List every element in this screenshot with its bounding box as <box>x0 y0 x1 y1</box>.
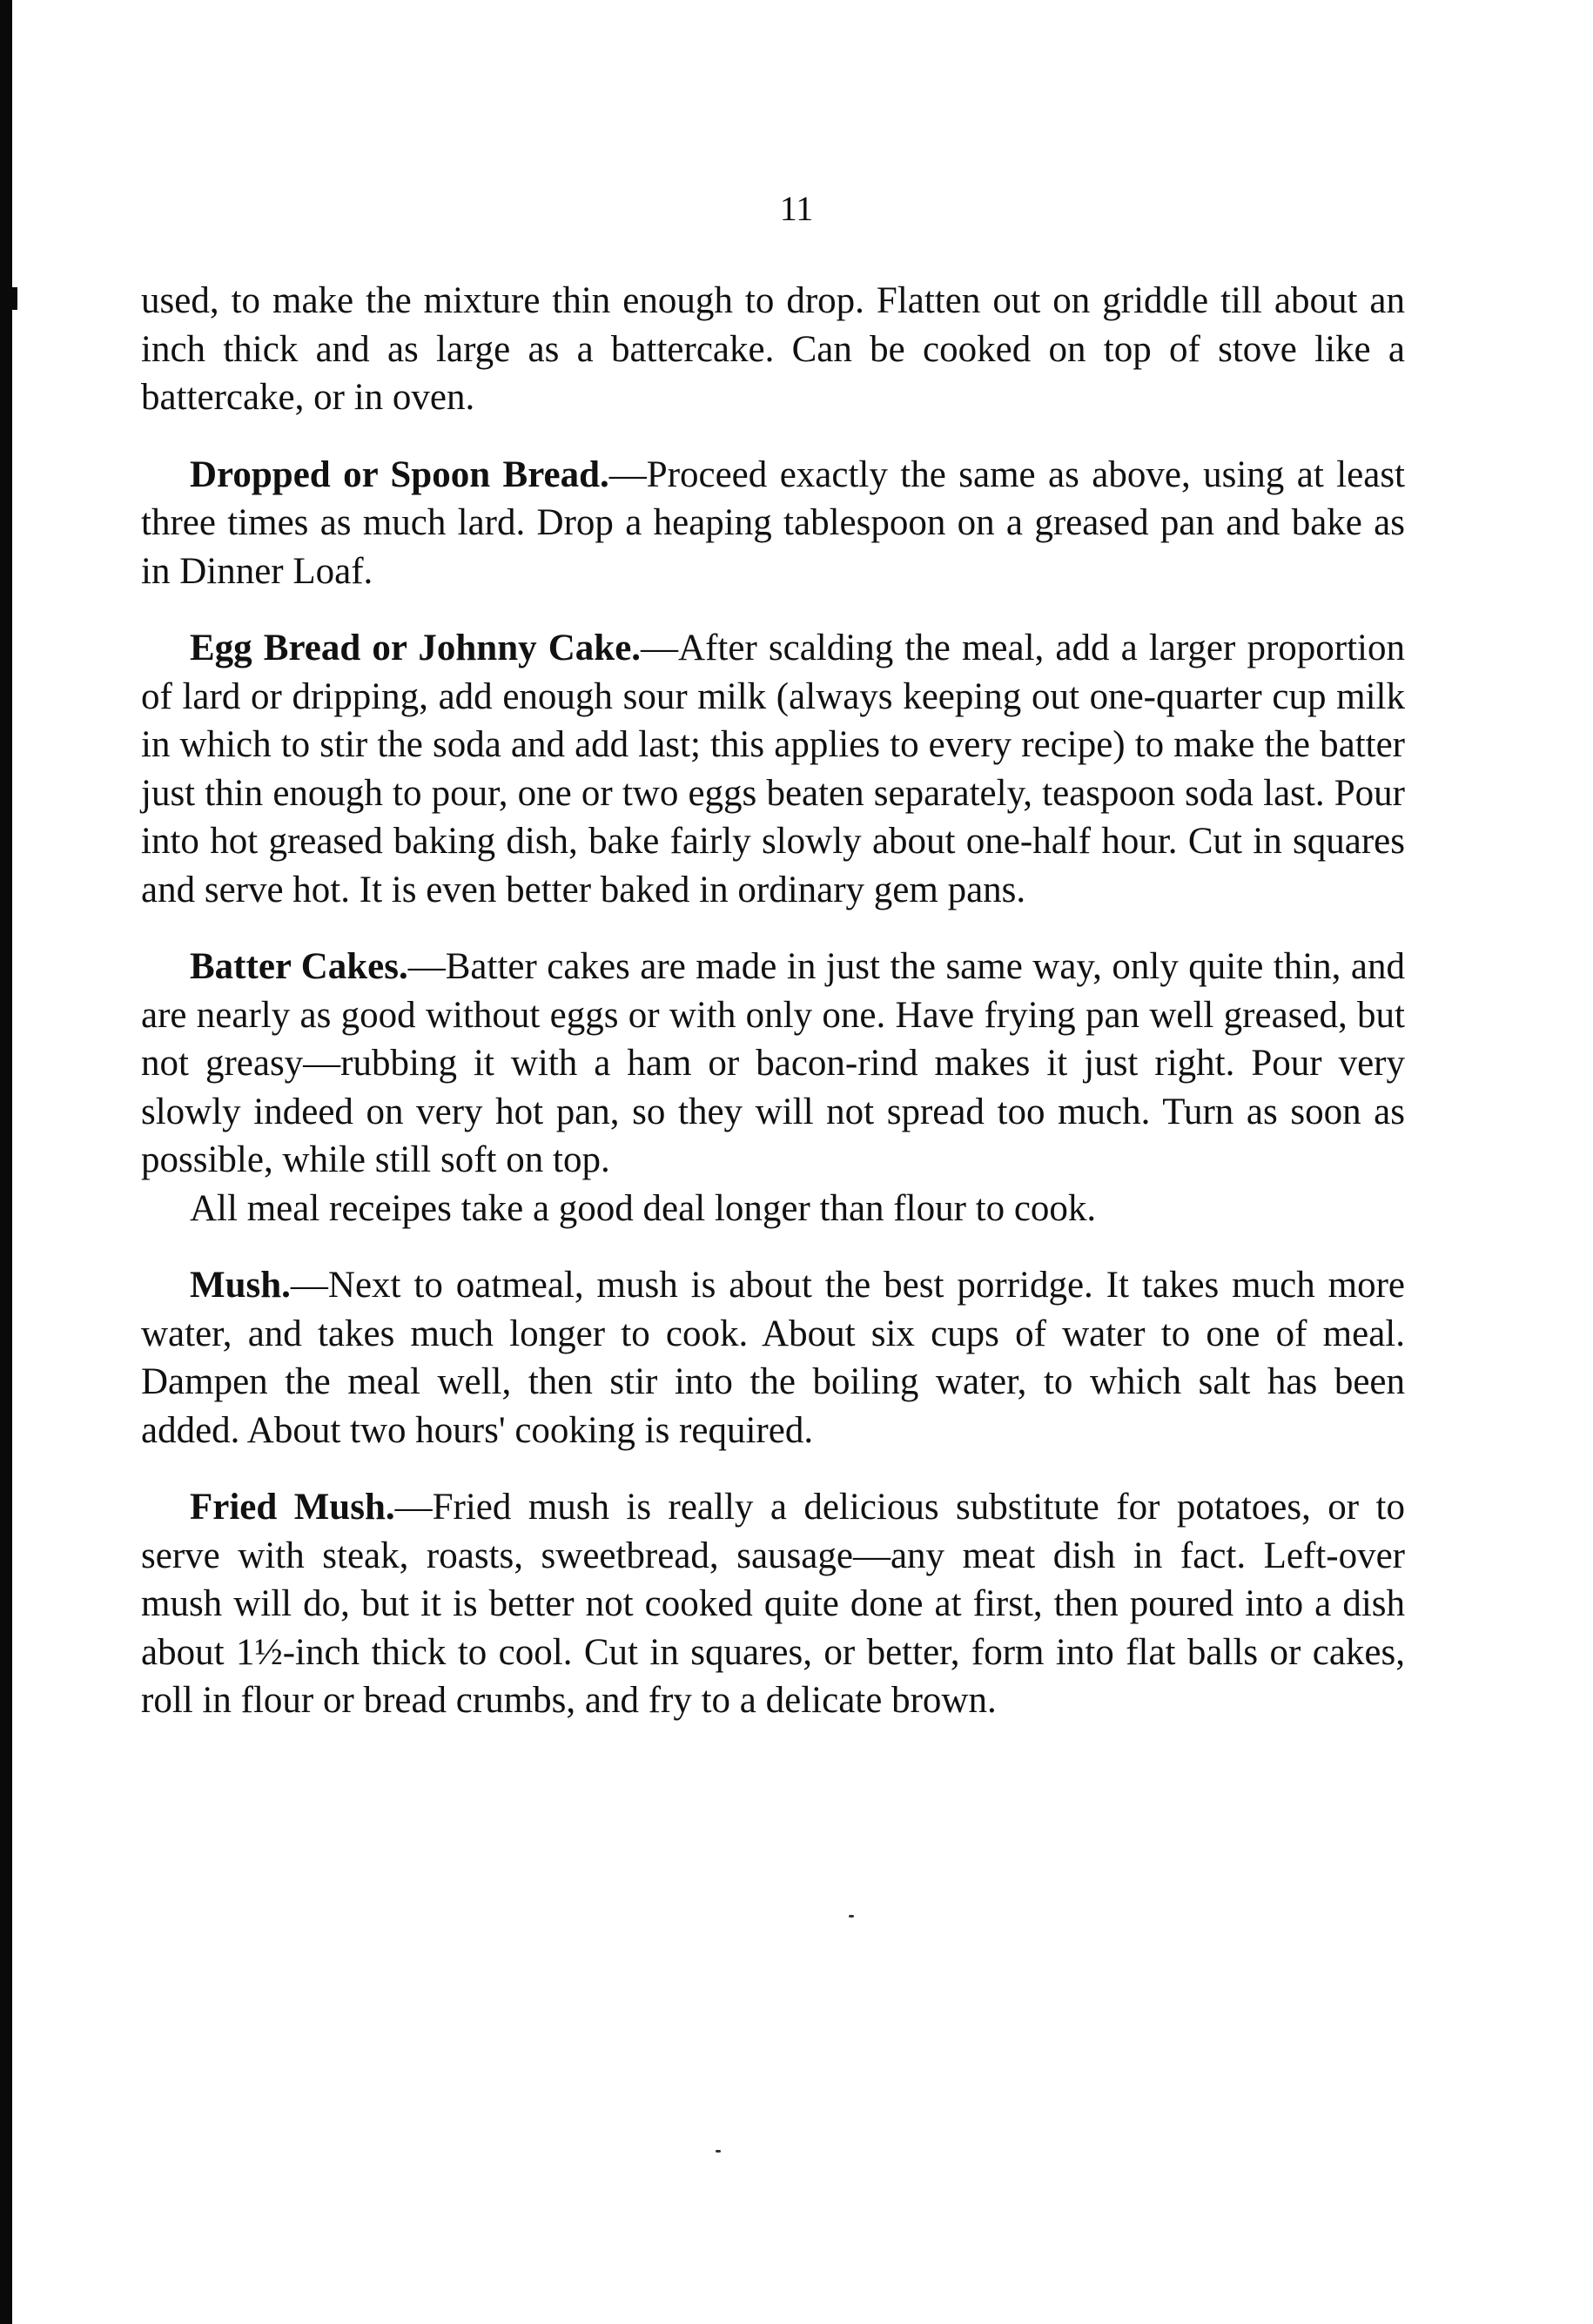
continuation-paragraph: used, to make the mixture thin enough to drop. Flatten out on griddle till about an inch thick and as large as a battercake. Can be cooked on top of stove like a battercake, or in oven. <box>141 280 1405 418</box>
recipe-title: Fried Mush. <box>190 1487 395 1528</box>
recipe-title: Dropped or Spoon Bread. <box>190 453 609 495</box>
recipe-text: —Next to oatmeal, mush is about the best porridge. It takes much more water, and takes much longer to cook. About six cups of water to one of meal. Dampen the meal well, then stir into the boiling water, to which salt has been added. About two hours' cooking is required. <box>141 1265 1405 1451</box>
recipe-title: Batter Cakes. <box>190 946 408 987</box>
recipe-title: Mush. <box>190 1265 291 1306</box>
recipe-egg-bread-johnny-cake <box>141 624 1405 914</box>
recipe-dropped-spoon-bread <box>141 451 1405 596</box>
recipe-text: —Fried mush is really a delicious substitute for potatoes, or to serve with steak, roasts, sweetbread, sausage—any meat dish in fact. Left-over mush will do, but it is better not cooked quite done at first, then poured into a dish about 1½-inch thick to cool. Cut in squares, or better, form into flat balls or cakes, roll in flour or bread crumbs, and fry to a delicate brown. <box>141 1487 1405 1721</box>
page-number: 11 <box>779 189 814 228</box>
recipe-title: Egg Bread or Johnny Cake. <box>190 628 642 668</box>
recipe-text: —After scalding the meal, add a larger proportion of lard or dripping, add enough sour milk (always keeping out one-quarter cup milk in which to stir the soda and add last; this applies to every recipe) to make the batter just thin enough to pour, one or two eggs beaten separately, teaspoon soda last. Pour into hot greased baking dish, bake fairly slowly about one-half hour. Cut in squares and serve hot. It is even better baked in ordinary gem pans. <box>141 628 1405 910</box>
scan-speck <box>849 1915 854 1918</box>
scan-speck <box>716 2150 721 2153</box>
cooking-note: All meal receipes take a good deal longer than flour to cook. <box>190 1187 1097 1229</box>
recipe-batter-cakes <box>141 943 1405 1185</box>
recipe-text: —Batter cakes are made in just the same way, only quite thin, and are nearly as good without eggs or with only one. Have frying pan well greased, but not greasy—rubbing it with a ham or bacon-rind makes it just right. Pour very slowly indeed on very hot pan, so they will not spread too much. Turn as soon as possible, while still soft on top. <box>141 946 1405 1180</box>
recipe-mush <box>141 1261 1405 1454</box>
recipe-fried-mush <box>141 1483 1405 1725</box>
page-body <box>141 277 1405 1754</box>
scan-edge-shadow <box>0 0 12 2324</box>
recipe-text: —Proceed exactly the same as above, using at least three times as much lard. Drop a heaping tablespoon on a greased pan and bake as in Dinner Loaf. <box>141 453 1405 592</box>
scan-edge-notch <box>12 287 17 310</box>
